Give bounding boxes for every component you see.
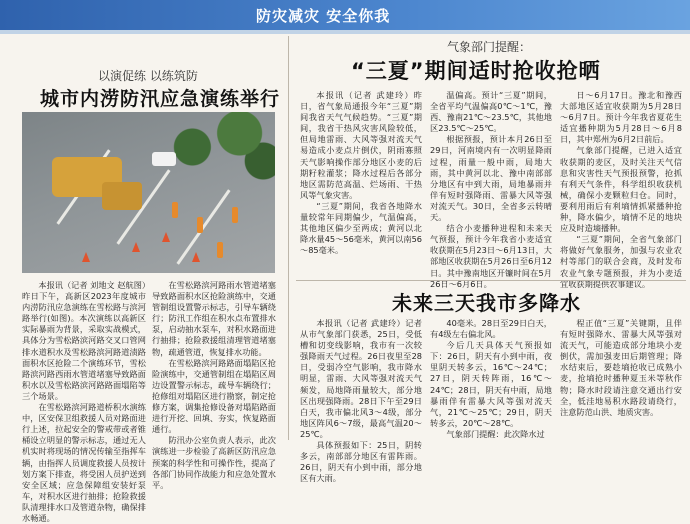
paragraph: 在雪松路滨河路道桥积水演练中，区安保卫组救援人员对路面进行上述，拉起安全的警戒带或者锥桶设立明显的警示标志，通过无人机实时将现场的情况传输至指挥车辆，由指挥人员调度救援人员按计划方案下排查，将受困人员护送到安全区域；应急保障组安装好泵车，对积水区进行抽排；抢险救援队清理排水口及管道杂物，确保排水畅通。	[22, 402, 146, 523]
right-article-kicker: 气象部门提醒：	[447, 40, 532, 54]
drill-photo	[22, 112, 275, 273]
paragraph: 40毫米。28日至29日白天，有4级左右偏北风。	[430, 318, 552, 340]
paragraph: 在雪松路滨河路路面塌陷区抢险演练中，交通管制组在塌陷区周边设置警示标志，疏导车辆绕行；抢修组对塌陷区进行勘察，制定抢修方案，调集抢修设备对塌陷路面进行开挖、回填、夯实，恢复路面通行。	[152, 357, 276, 435]
paragraph: 气象部门提醒：此次降水过	[446, 428, 545, 439]
section-divider	[296, 280, 686, 281]
left-article-col2	[152, 280, 276, 490]
paragraph: 日～6月17日。豫北和豫西大部地区适宜收获期为5月28日～6月7日。预计今年我省夏花生适宜播种期为5月28日～6月8日，其中郑州为6月2日前后。	[560, 90, 682, 145]
right-article-title: “三夏”期间适时抢收抢晒	[351, 59, 601, 83]
paragraph: 具体预报如下：25日，阴转多云，南部部分地区有雷阵雨。26日，阴天有小到中雨，部分地区有大雨。	[300, 440, 422, 484]
left-article-kicker: 以演促练 以练筑防	[98, 69, 198, 83]
paragraph: “三夏”期间，我省各地降水量较常年同期偏少，气温偏高，其他地区偏少至两成；黄河以北降水量45～56毫米，黄河以南56～85毫米。	[300, 200, 422, 256]
bottom-article-title: 未来三天我市多降水	[392, 291, 581, 315]
paragraph: 程正值“三夏”关键期，且伴有短时强降水、雷暴大风等强对流天气，可能造成部分地块小麦倒伏，需加强麦田后期管理；降水结束后，要趁墒抢收已成熟小麦，抢墒抢时播种夏玉米等秋作物；降水时段请注意交通出行安全，低洼地易积水路段请绕行，注意防范山洪、地质灾害。	[560, 318, 682, 417]
paragraph: 在雪松路滨河路雨水管道堵塞导致路面积水区抢险演练中，交通管制组设置警示标志，引导车辆绕行；防汛工作组在积水点布置排水泵，启动抽水泵车，对积水路面进行抽排；抢险救援组清理管道堵塞物，疏通管道，恢复排水功能。	[152, 280, 276, 357]
paragraph: 气象部门提醒，已进入适宜收获期的麦区，及时关注天气信息和灾害性天气预报预警，抢抓有利天气条件，科学组织收获机械，确保小麦颗粒归仓。同时，要利用雨后有利墒情抓紧播种抢种，降水偏少，墒情不足的地块应及时造墒播种。	[560, 145, 682, 234]
bottom-article-col3	[560, 318, 682, 440]
column-divider	[288, 36, 289, 440]
bottom-article-col2	[430, 318, 552, 440]
banner-divider	[0, 30, 690, 34]
paragraph: “三夏”期间，全省气象部门将做好气象服务，加强与农业农村等部门的联合会商，及时发布农业气象专题预报，并为小麦适宜收获期提供农事建议。	[560, 234, 682, 289]
right-article-col2	[430, 90, 552, 289]
left-article-title: 城市内涝防汛应急演练举行	[40, 88, 281, 110]
section-banner	[0, 0, 690, 30]
right-article-col3	[560, 90, 682, 289]
paragraph: 防汛办公室负责人表示，此次演练进一步检验了高新区防汛应急预案的科学性和可操作性，提高了各部门协同作战能力和应急处置水平。	[152, 435, 276, 490]
paragraph: 今后几天具体天气预报如下：26日，阴天有小到中雨，夜里阴天转多云，16℃～24℃；27日，阴天转阵雨，16℃～24℃；28日，阴天有中雨，局地暴雨伴有雷暴大风等强对流天气，21℃～25℃；29日，阴天转多云，20℃～28℃。	[430, 340, 552, 428]
paragraph: 本报讯（记者 武建玲）昨日，省气象局通报今年“三夏”期间我省天气气候趋势。“三夏”期间，我省干热风灾害风险较低，但局地雷雨、大风等强对流天气易造成小麦点片倒伏，阴雨寡照天气影响操作部分地区小麦的后期籽粒灌浆；降水过程后各部分地区需防范高温、烂场雨、干热风等气象灾害。	[300, 90, 422, 200]
paragraph: 温偏高。预计“三夏”期间，全省平均气温偏高0℃～1℃，豫西、豫南21℃～23.5℃，其他地区23.5℃～25℃。	[430, 90, 552, 134]
bottom-article-col1	[300, 318, 422, 484]
banner-title: 防灾减灾 安全你我	[256, 7, 391, 25]
paragraph: 本报讯（记者 武建玲）记者从市气象部门获悉，25日，受低槽和切变线影响，我市有一次较强降雨天气过程。26日夜里至28日，受弱冷空气影响，我市降水明显，雷雨、大风等强对流天气频发，局地降雨量较大，部分地区出现强降雨。28日下午至29日白天，我市偏北风3～4级，部分地区阵风6～7级，最高气温20～25℃。	[300, 318, 422, 439]
paragraph: 结合小麦播种进程和未来天气预报，预计今年我省小麦适宜收获期在5月23日～6月13日，大部地区收获期在5月26日至6月12日。其中豫南地区开镰时间在5月26日～6月6日。	[430, 223, 552, 289]
left-article-col1	[22, 280, 146, 523]
paragraph: 根据预报，预计本月26日至29日，河南境内有一次明显降雨过程，雨量一般中雨，局地大雨，其中黄河以北、豫中南部部分地区有中到大雨，局地暴雨并伴有短时强降雨、雷暴大风等强对流天气。30日，全省多云转晴天。	[430, 134, 552, 223]
right-article-col1	[300, 90, 422, 274]
paragraph: 本报讯（记者 刘地文 赵航图）昨日下午，高新区2023年度城市内涝防汛应急演练在雪松路与滨河路举行(如图)。本次演练以高新区实际暴雨为背景，采取实战模式，具体分为雪松路滨河路交叉口管网排水道积水及雪松路滨河路道渍路面积水区抢险二个演练环节，雪松路滨河路西雨水管道堵塞导致路面积水以及雪松路滨河路路面塌陷等三个场景。	[22, 280, 146, 401]
